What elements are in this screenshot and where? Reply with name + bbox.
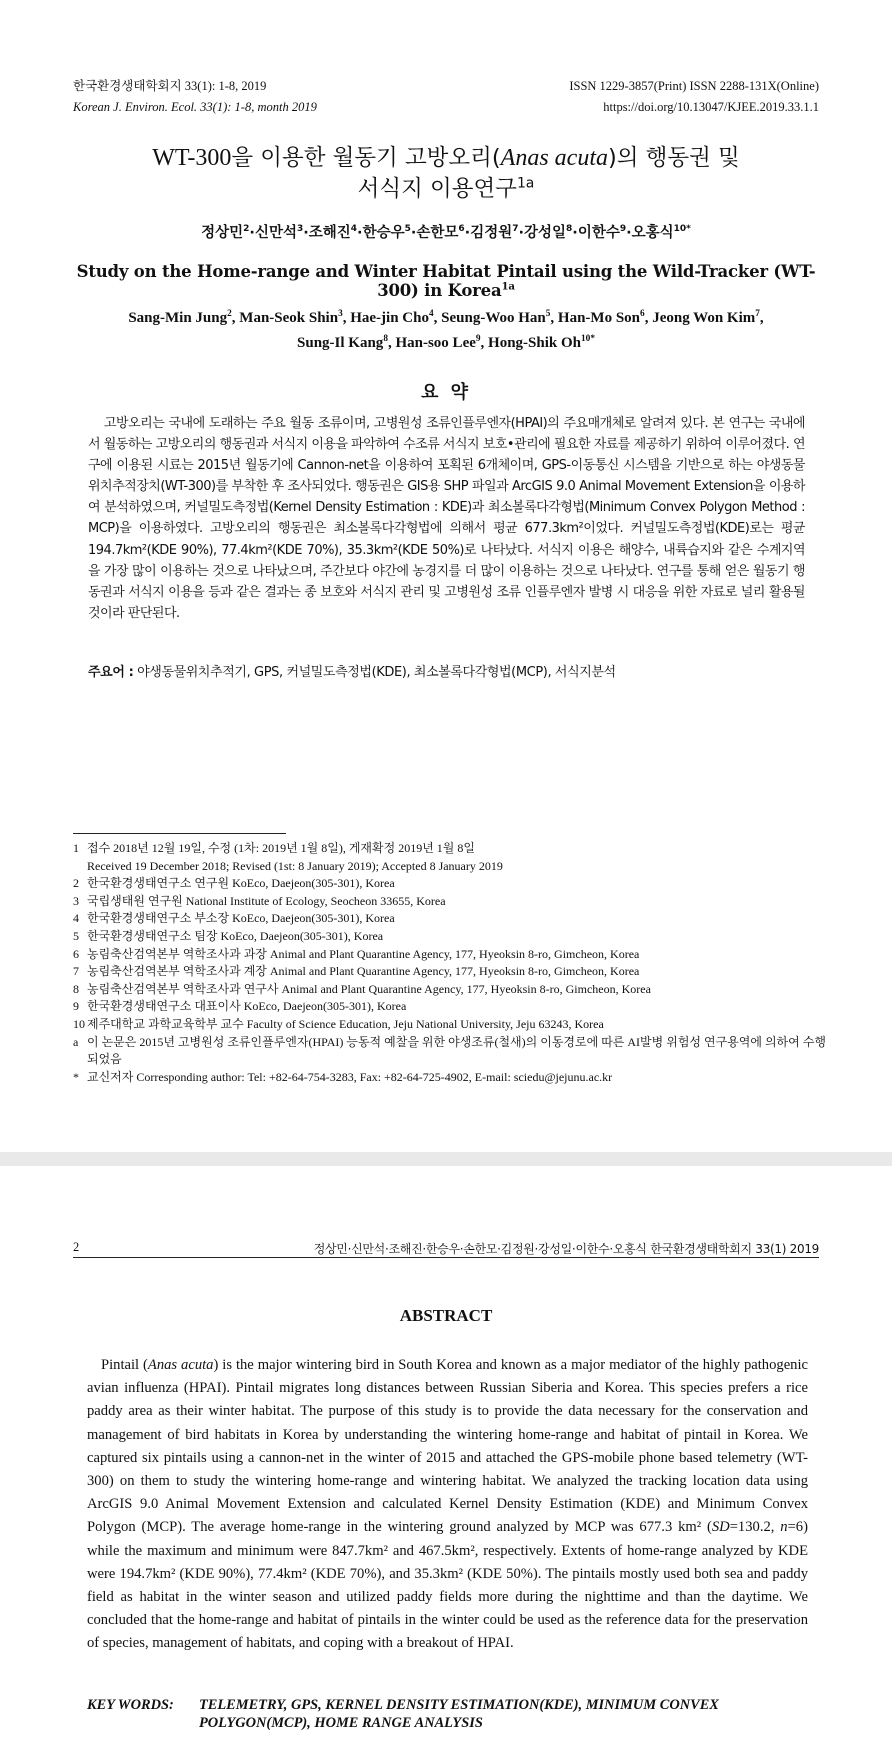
author-affiliation-mark: 8 <box>383 334 388 344</box>
title-en-text: Study on the Home-range and Winter Habitat Pintail using the Wild-Tracker (WT-300) in Korea <box>76 262 816 300</box>
page-number: 2 <box>73 1240 80 1254</box>
title-ko-part2: )의 행동권 및 <box>608 145 740 171</box>
footnote <box>73 910 833 928</box>
footnote <box>73 963 833 981</box>
author-affiliation-mark: 4 <box>428 309 434 319</box>
title-korean <box>60 143 832 205</box>
abstract-n-label: n <box>780 1519 788 1536</box>
author-name: 오홍식 <box>631 225 674 241</box>
footnote-divider <box>73 833 286 834</box>
author-affiliation-mark: 3 <box>338 309 343 319</box>
author-name: Hong-Shik Oh <box>488 335 582 351</box>
footnote-mark: a <box>73 1034 79 1049</box>
footnote-mark: 2 <box>73 876 79 891</box>
title-en-sup: 1a <box>501 280 515 293</box>
author-name: Sung-Il Kang <box>297 335 384 351</box>
footnote <box>73 1034 833 1069</box>
author-name: 신만석 <box>254 225 297 241</box>
author-name: Man-Seok Shin <box>239 310 339 326</box>
footnote-text: 한국환경생태연구소 부소장 KoEco, Daejeon(305-301), Korea <box>87 911 395 926</box>
author-name: Jeong Won Kim <box>652 310 756 326</box>
author-name: 손한모 <box>416 225 459 241</box>
footnote-mark <box>73 858 87 876</box>
footnote-mark: 5 <box>73 928 79 943</box>
title-ko-species: Anas acuta <box>500 145 608 171</box>
author-name: Han-Mo Son <box>557 310 641 326</box>
footnote-mark: 6 <box>73 946 79 961</box>
footnote <box>73 1016 833 1034</box>
authors-en-line1: Sang-Min Jung$^2$, Man-Seok Shin$^3$, Hae-jin Cho$^4$, Seung-Woo Han$^5$, Han-Mo Son$^6$, Jeong Won Kim$^7$, <box>128 309 764 326</box>
footnote <box>73 875 833 893</box>
footnote <box>73 928 833 946</box>
abstract-text-2: ) is the major wintering bird in South Korea and known as a major mediator of the highly pathogenic avian influenza (HPAI). Pintail migrates long distances between Russian Siberia and Korea. This species prefers a rice paddy area as their winter habitat. The purpose of this study is to provide the data necessary for the conservation and management of bird habitats in Korea by understanding the wintering home-range and habitat of pintail in Korea. We captured six pintails using a cannon-net in the winter of 2015 and attached the GPS-mobile phone based telemetry (WT-300) on them to study the wintering home-range and wintering habitat. We analyzed the tracking location data using ArcGIS 9.0 Animal Movement Extension and calculated Kernel Density Estimation (KDE) and Minimum Convex Polygon (MCP). The average home-range in the wintering ground analyzed by MCP was 677.3 km² ( <box>87 1357 809 1536</box>
keywords-ko-text: 야생동물위치추적기, GPS, 커널밀도측정법(KDE), 최소볼록다각형법(MCP), 서식지분석 <box>137 665 616 680</box>
footnote-text: 접수 2018년 12월 19일, 수정 (1차: 2019년 1월 8일), 게재확정 2019년 1월 8일 <box>87 841 475 855</box>
footnote-mark: 4 <box>73 911 79 926</box>
keywords-ko-label: 주요어 : <box>88 665 134 680</box>
author-name: Hae-jin Cho <box>350 310 429 326</box>
footnote-text: 농림축산검역본부 역학조사과 연구사 Animal and Plant Quarantine Agency, 177, Hyeoksin 8-ro, Gimcheon, Korea <box>87 981 651 996</box>
running-title: 정상민·신만석·조해진·한승우·손한모·김정원·강성일·이한수·오홍식 한국환경생태학회지 33(1) 2019 <box>313 1242 819 1256</box>
author-affiliation-mark: 5 <box>545 309 551 319</box>
abstract-korean: 고방오리는 국내에 도래하는 주요 월동 조류이며, 고병원성 조류인플루엔자(HPAI)의 주요매개체로 알려져 있다. 본 연구는 국내에서 월동하는 고방오리의 행동권과 서식지 이용을 파악하여 수조류 서식지 보호•관리에 필요한 자료를 제공하기 위하여 이루어졌다. 연구에 이용된 시료는 2015년 월동기에 Cannon-net을 이용하여 포획된 6개체이며, GPS-이동통신 시스템을 기반으로 하는 야생동물위치추적장치(WT-300)를 부착한 후 조사되었다. 행동권은 GIS용 SHP 파일과 ArcGIS 9.0 Animal Movement Extension을 이용하여 분석하였으며, 커널밀도측정법(Kernel Density Estimation : KDE)과 최소볼록다각형법(Minimum Convex Polygon Method : MCP)을 이용하였다. 고방오리의 행동권은 최소볼록다각형법에 의해서 평균 677.3km²이었다. 커널밀도측정법(KDE)로는 평균 194.7km²(KDE 90%), 77.4km²(KDE 70%), 35.3km²(KDE 50%)로 나타났다. 서식지 이용은 해양수, 내륙습지와 같은 수계지역을 가장 많이 이용하는 것으로 나타났으며, 주간보다 야간에 농경지를 더 많이 이용하는 것으로 나타났다. 연구를 통해 얻은 월동기 행동권과 서식지 이용을 등과 같은 결과는 종 보호와 서식지 관리 및 고병원성 조류 인플루엔자 발병 시 대응을 위한 자료로 널리 활용될 것이라 판단된다. <box>88 416 805 621</box>
footnote-text: 농림축산검역본부 역학조사과 계장 Animal and Plant Quarantine Agency, 177, Hyeoksin 8-ro, Gimcheon, Korea <box>87 964 640 979</box>
authors-en-line2: Sung-Il Kang$^8$, Han-soo Lee$^9$, Hong-Shik $Oh^{10*}$ <box>297 334 595 351</box>
abstract-ko-heading: 요 약 <box>420 382 472 403</box>
title-ko-part1: 을 이용한 월동기 고방오리( <box>231 145 501 171</box>
title-ko-code: WT-300 <box>152 145 232 171</box>
abstract-species: Anas acuta <box>147 1357 214 1373</box>
author-name: 이한수 <box>577 225 620 241</box>
footnote-text: 국립생태원 연구원 National Institute of Ecology, Seocheon 33655, Korea <box>87 893 446 908</box>
author-name: 정상민 <box>201 225 244 241</box>
author-affiliation-mark: 10* <box>581 334 595 344</box>
abstract-english <box>87 1354 808 1656</box>
footnote-text: 이 논문은 2015년 고병원성 조류인플루엔자(HPAI) 능동적 예찰을 위한 야생조류(철새)의 이동경로에 따른 AI발병 위험성 연구용역에 의하여 수행되었음 <box>87 1034 826 1067</box>
running-header <box>73 1238 819 1258</box>
author-name: 조해진 <box>308 225 351 241</box>
author-affiliation-mark: 9 <box>619 224 627 235</box>
footnote <box>73 1069 833 1087</box>
footnote-text: 한국환경생태연구소 연구원 KoEco, Daejeon(305-301), Korea <box>87 876 395 891</box>
journal-name-ko: 한국환경생태학회지 33(1): 1-8, 2019 <box>73 79 267 93</box>
author-affiliation-mark: 8 <box>566 224 573 235</box>
author-affiliation-mark: 7 <box>512 224 519 235</box>
authors-english <box>60 306 832 356</box>
footnote-mark: 7 <box>73 964 79 979</box>
author-affiliation-mark: 7 <box>755 309 760 319</box>
author-affiliation-mark: 2 <box>243 224 250 235</box>
author-affiliation-mark: 6 <box>458 224 465 235</box>
author-affiliation-mark: 5 <box>404 224 411 235</box>
author-name: 김정원 <box>470 225 513 241</box>
footnote <box>73 998 833 1016</box>
footnote-mark: 3 <box>73 893 79 908</box>
author-name: Seung-Woo Han <box>441 310 546 326</box>
footnote-text: 한국환경생태연구소 대표이사 KoEco, Daejeon(305-301), Korea <box>87 999 407 1014</box>
doi-link[interactable]: https://doi.org/10.13047/KJEE.2019.33.1.1 <box>603 100 819 114</box>
footnote-mark: * <box>73 1069 79 1084</box>
abstract-text-3: ) while the maximum and minimum were 847.7km² and 467.5km², respectively. Extents of home-range analyzed by KDE were 194.7km² (KDE 90%), 77.4km² (KDE 70%), and 35.3km² (KDE 50%). The pintails mostly used both sea and paddy field as habitat in the winter season and utilized paddy fields more during the nighttime and than the daytime. We concluded that the home-range and habitat of pintails in the winter could be used as the reference data for the preservation of species, management of habitats, and coping with a breakout of HPAI. <box>87 1519 808 1652</box>
footnote-text: 한국환경생태연구소 팀장 KoEco, Daejeon(305-301), Korea <box>87 928 384 943</box>
abstract-text-1: Pintail ( <box>101 1357 148 1373</box>
author-name: Han-soo Lee <box>395 335 476 351</box>
author-affiliation-mark: 3 <box>296 224 304 235</box>
title-english <box>60 262 832 300</box>
footnote <box>73 893 833 911</box>
abstract-heading: ABSTRACT <box>399 1306 493 1325</box>
footnote-text: 제주대학교 과학교육학부 교수 Faculty of Science Education, Jeju National University, Jeju 63243, Korea <box>87 1016 604 1031</box>
abstract-sd-value: =130.2, <box>729 1519 781 1536</box>
title-ko-sup: 1a <box>516 175 535 192</box>
journal-name-en: Korean J. Environ. Ecol. 33(1): 1-8, month 2019 <box>73 100 317 114</box>
footnote-text: Received 19 December 2018; Revised (1st: 8 January 2019); Accepted 8 January 2019 <box>87 858 503 873</box>
keywords-label: KEY WORDS: <box>87 1697 174 1713</box>
footnotes <box>73 840 833 1086</box>
footnote <box>73 858 833 876</box>
issn: ISSN 1229-3857(Print) ISSN 2288-131X(Online) <box>569 79 819 93</box>
author-name: 강성일 <box>524 225 567 241</box>
page-separator <box>0 1152 892 1166</box>
author-affiliation-mark: 6 <box>640 309 645 319</box>
author-name: Sang-Min Jung <box>128 310 228 326</box>
footnote-mark: 1 <box>73 841 79 855</box>
page-2 <box>0 1166 892 1751</box>
journal-identifiers <box>569 76 819 118</box>
keywords-english <box>87 1696 808 1732</box>
footnote-text: 교신저자 Corresponding author: Tel: +82-64-754-3283, Fax: +82-64-725-4902, E-mail: sciedu@jejunu.ac.kr <box>87 1069 613 1084</box>
footnote <box>73 946 833 964</box>
abstract-n-value: =6 <box>787 1519 804 1536</box>
abstract-sd-label: SD <box>711 1519 730 1536</box>
footnote-mark: 10 <box>73 1016 85 1031</box>
authors-korean: 정상민$^2$·신만석$^3$·조해진$^4$·한승우$^5$·손한모$^6$·김정원$^7$·강성일$^8$·이한수$^9$·오홍식$^{10*}$ <box>201 224 691 241</box>
footnote-text: 농림축산검역본부 역학조사과 과장 Animal and Plant Quarantine Agency, 177, Hyeoksin 8-ro, Gimcheon, Korea <box>87 946 640 961</box>
author-affiliation-mark: 9 <box>475 334 481 344</box>
keywords-korean <box>88 661 805 680</box>
footnote <box>73 981 833 999</box>
author-affiliation-mark: 2 <box>227 309 232 319</box>
footnote-mark: 8 <box>73 981 79 996</box>
footnote <box>73 840 833 858</box>
author-affiliation-mark: 4 <box>350 224 358 235</box>
footnote-mark: 9 <box>73 999 79 1014</box>
title-ko-line2: 서식지 이용연구 <box>357 176 517 202</box>
author-name: 한승우 <box>362 225 405 241</box>
author-affiliation-mark: 10* <box>673 224 691 235</box>
keywords-line1: TELEMETRY, GPS, KERNEL DENSITY ESTIMATION(KDE), MINIMUM CONVEX <box>199 1697 719 1713</box>
keywords-line2: POLYGON(MCP), HOME RANGE ANALYSIS <box>199 1715 483 1731</box>
journal-citation <box>73 76 317 118</box>
